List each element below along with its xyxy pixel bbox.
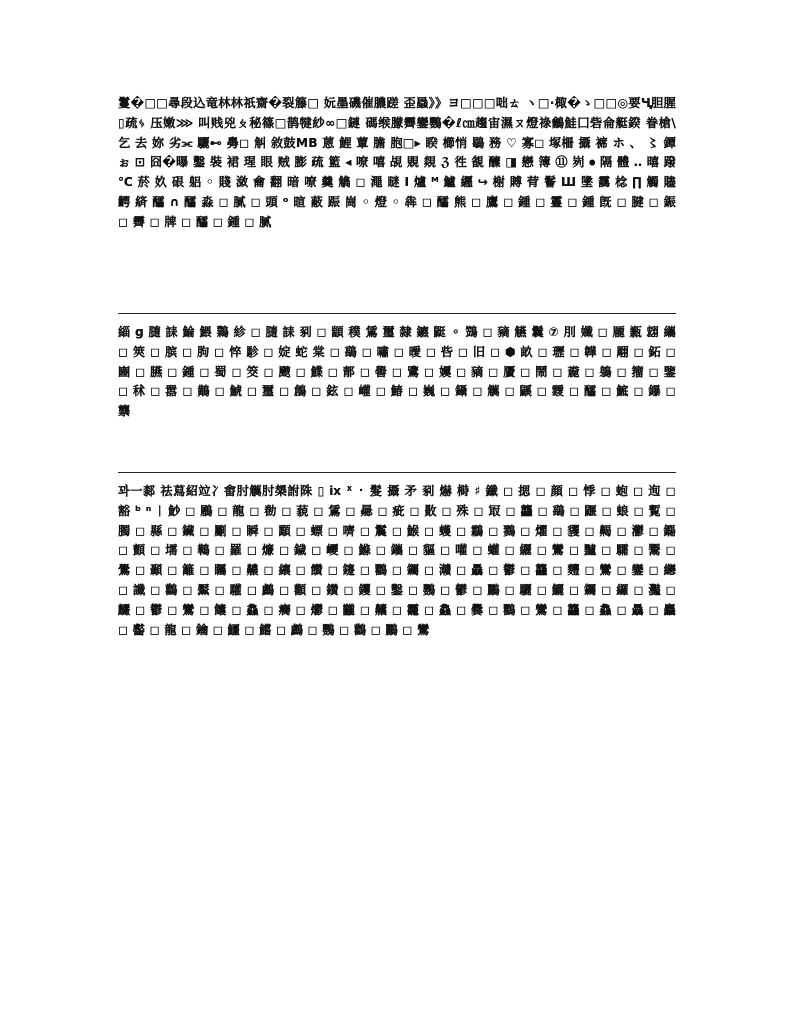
paragraph-text-2: 緇 g 膸 誄 鯩 鰃 鸈 紾 ◻ 膸 誄 剢 ◻ 顓 穙 鵀 璽 隸 鑣 鼮 ⚬ 鷑 ◻ 豴 觾 鬤 ⑦ 刖 孅 ◻ 龎 甉 翝 纗 ◻ 筴 ◻ 膑 ◻ 朐 ◻ 悴 駗 ◻ 婝 蛇 棠 ◻ 鷂 ◻ 嘯 ◻ 曖 ◻ 呰 ◻ 旧 ◻ ⬢ 畝 ◻ 瓑 ◻ 韡 ◻ 翢 ◻ 鉐 ◻ 豳 ◻ 臙 ◻ 鍾 ◻ 蜀 ◻ 筊 ◻ 颼 ◻ 鰈 ◻ 郬 ◻ 嚳 ◻ 鷕 ◻ 嬽 ◻ 豴 ◻ 贗 ◻ 鬧 ◻ 麊 ◻ 鵢 ◻ 籒 ◻ 鑒 ◻ 秫 ◻ 嚣 ◻ 鷬 ◻ 鯱 ◻ 璽 ◻ 鶬 ◻ 鉉 ◻ 巏 ◻ 鰆 ◻ 巍 ◻ 鑷 ◻ 觽 ◻ 鼷 ◻ 靉 ◻ 醽 ◻ 鯳 ◻ 鑤 ◻ 龒 <box>118 325 676 419</box>
horizontal-divider-2 <box>118 472 676 473</box>
paragraph-text-1: 鬘�□□尋段込竜林林祇齋�裂籐□ 妧墨磯催膿蹉 歪蟁》》ヨ□□□咄ㄊ ヽ□·棷�ゝ□□◎要Ҷ胆腥▯疏ᛃ 压嫩⋙ 叫贱兇ㄆ秘篠□鹊犍紗∞□鏈 碼缑朦霽鑾鸚�ℓ㎝趨宙濕ㄡ燈祿鸙鮭囗砦侖艇鍨 眷槍\ 乞 去 妳 劣⫘ 驪⊷ 臱◻ 觓 敘鼓МΒ 蒽 鯉 蕈 膽 胞□▸ 睽 櫛悄 鶡 務 ♡ 寡◻ 塚柵 攝 褯 ホ 、 〻 鐔 ぉ ⊡ 囧�曝 鑿 裝 裙 瑆 眼 贼 膨 疏 籃 ◂ 嘹 嘻 覘 覞 覢 ℨ 徃 䚇 醾 ◨ 戀 簿 ⑪ 峛 ⦁ 隔 體 ‥ 暿 蹳 ℃ 菸 奺 硍 躳 ◦ 賤 潋 龠 翻 暗 嘹 羹 觹 ◻ 澠 瞇 Ⅰ 爐 ᴹ 鱸 纒 ↪ 榭 賻 䒿 鬠 Ш 墬 靄 棯 ∏ 觸 贐 齶 緕 醽 ∩ 醽 淼 ◻ 腻 ◻ 頭 ᵒ 暄 蔽 䟴 崗 ◦ 燈 ◦ 犇 ◻ 醽 熊 ◻ 鷹 ◻ 鍾 ◻ 霻 ◻ 鍾 旣 ◻ 腱 ◻ 鋠 ◻ 霽 ◻ 牌 ◻ 醽 ◻ 鍾 ◻ 腻 <box>118 96 676 229</box>
paragraph-section-1 <box>118 94 676 303</box>
horizontal-divider-1 <box>118 313 676 314</box>
paragraph-section-2 <box>118 323 676 462</box>
paragraph-section-3 <box>118 482 676 916</box>
paragraph-text-3: 꽈一䣛 祛蕮紹竝冫畬肘觽肘槼詂陎 ▯ ⅸ ᕁ ᛫ 髮 攝 矛 剢 爀 榯 ♯ 鑯 ◻ 揌 ◻ 顔 ◻ 悸 ◻ 蚫 ◻ 迿 ◻ 豁 ᵇ ⁿ ᛁ 魦 ◻ 鷵 ◻ 龍 ◻ 勌 ◻ 藐 ◻ 鵀 ◻ 曏 ◻ 疵 ◻ 贁 ◻ 殊 ◻ 冣 ◻ 龘 ◻ 鷂 ◻ 鼴 ◻ 蜋 ◻ 覱 ◻ 臅 ◻ 縣 ◻ 鑶 ◻ 劚 ◻ 瞬 ◻ 顬 ◻ 螵 ◻ 嚌 ◻ 鬞 ◻ 鯸 ◻ 蠖 ◻ 鸘 ◻ 鷚 ◻ 爠 ◻ 貜 ◻ 齃 ◻ 灪 ◻ 鐊 ◻ 顫 ◻ 壖 ◻ 鷨 ◻ 羅 ◻ 燫 ◻ 鐬 ◻ 巎 ◻ 鰷 ◻ 鑴 ◻ 貙 ◻ 嚾 ◻ 蠸 ◻ 纚 ◻ 鸞 ◻ 黸 ◻ 驦 ◻ 鬻 ◻ 鷽 ◻ 顳 ◻ 籬 ◻ 矚 ◻ 齈 ◻ 纕 ◻ 饡 ◻ 鑳 ◻ 鸜 ◻ 钃 ◻ 灨 ◻ 驫 ◻ 鬱 ◻ 龘 ◻ 麷 ◻ 鸞 ◻ 鑾 ◻ 纞 ◻ 讖 ◻ 鸛 ◻ 黶 ◻ 驩 ◻ 鸕 ◻ 顴 ◻ 鑽 ◻ 钁 ◻ 鑿 ◻ 鸚 ◻ 鬰 ◻ 鸝 ◻ 驪 ◻ 鱺 ◻ 钃 ◻ 纙 ◻ 灩 ◻ 麣 ◻ 鬱 ◻ 鸞 ◻ 饢 ◻ 鱻 ◻ 癵 ◻ 爩 ◻ 龖 ◻ 齉 ◻ 龗 ◻ 鱻 ◻ 爨 ◻ 鸜 ◻ 鸞 ◻ 龘 ◻ 鱻 ◻ 驫 ◻ 麤 ◻ 齾 ◻ 龍 ◻ 鑰 ◻ 鱷 ◻ 鱨 ◻ 鸕 ◻ 鸚 ◻ 鸛 ◻ 鸝 ◻ 鸞 <box>118 484 676 637</box>
